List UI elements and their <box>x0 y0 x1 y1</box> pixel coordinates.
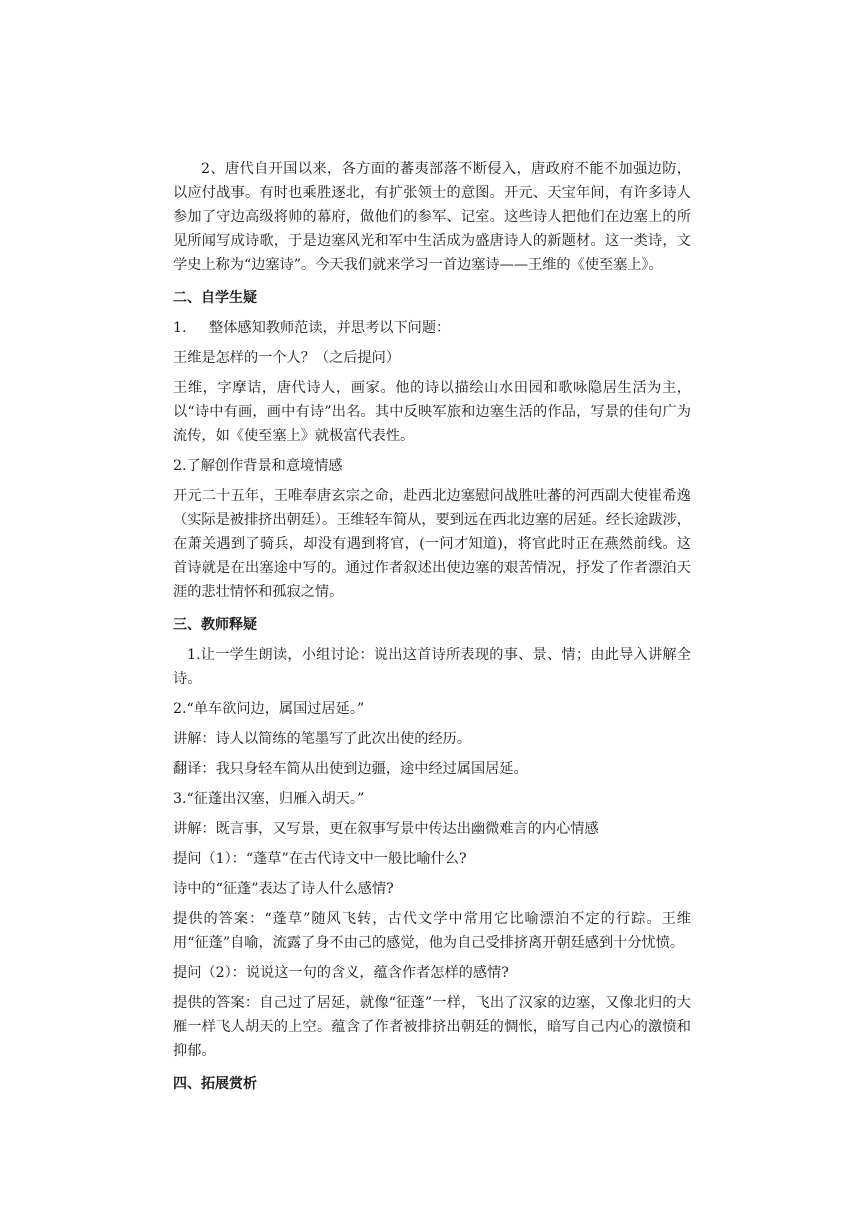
question-1-followup: 诗中的“征蓬”表达了诗人什么感情? <box>173 881 394 897</box>
section-heading-teacher-explain: 三、教师释疑 <box>173 617 257 633</box>
poem-line-2-quote: 2.“单车欲问边，属国过居延。” <box>173 701 365 717</box>
list-item-overall-reading <box>173 316 691 340</box>
question-1: 提问（1）：“蓬草”在古代诗文中一般比喻什么? <box>173 851 467 867</box>
poem-line-2-translation: 翻译：我只身轻车简从出使到边疆，途中经过属国居延。 <box>173 761 528 777</box>
list-item-student-reading: 1.让一学生朗读，小组讨论：说出这首诗所表现的事、景、情；由此导入讲解全诗。 <box>173 647 691 687</box>
list-number: 1. <box>173 320 187 336</box>
answer-2: 提供的答案：自己过了居延，就像“征蓬”一样，飞出了汉家的边塞，又像北归的大雁一样飞人胡天的上空。蕴含了作者被排挤出朝廷的惆怅，暗写自己内心的激愤和抑郁。 <box>173 995 691 1059</box>
section-heading-self-study: 二、自学生疑 <box>173 290 257 306</box>
section-heading-extension: 四、拓展赏析 <box>173 1076 257 1092</box>
poem-line-3-explanation: 讲解：既言事，又写景，更在叙事写景中传达出幽微难言的内心情感 <box>173 821 599 837</box>
list-item-background: 2.了解创作背景和意境情感 <box>173 458 343 474</box>
answer-1: 提供的答案：“蓬草”随风飞转，古代文学中常用它比喻漂泊不定的行踪。王维用“征蓬”自喻，流露了身不由己的感觉，他为自己受排挤离开朝廷感到十分忧愤。 <box>173 911 691 951</box>
document-body <box>173 157 691 1098</box>
background-paragraph: 开元二十五年，王唯奉唐玄宗之命，赴西北边塞慰问战胜吐蕃的河西副大使崔希逸（实际是被排挤出朝廷）。王维轻车简从，要到远在西北边塞的居延。经长途跋涉，在萧关遇到了骑兵，却没有遇到将官，(一问才知道)，将官此时正在燕然前线。这首诗就是在出塞途中写的。通过作者叙述出使边塞的艰苦情况，抒发了作者漂泊天涯的悲壮情怀和孤寂之情。 <box>173 488 691 600</box>
list-item-text: 整体感知教师范读，并思考以下问题： <box>209 320 451 336</box>
question-who-is-wangwei: 王维是怎样的一个人？（之后提问） <box>173 350 401 366</box>
poem-line-2-explanation: 讲解：诗人以简练的笔墨写了此次出使的经历。 <box>173 731 471 747</box>
intro-paragraph: 2、唐代自开国以来，各方面的蕃夷部落不断侵入，唐政府不能不加强边防，以应付战事。有时也乘胜逐北，有扩张领士的意图。开元、天宝年间，有许多诗人参加了守边高级将帅的幕府，做他们的参军、记室。这些诗人把他们在边塞上的所见所闻写成诗歌，于是边塞风光和军中生活成为盛唐诗人的新题材。这一类诗，文学史上称为“边塞诗”。今天我们就来学习一首边塞诗——王维的《使至塞上》。 <box>173 161 691 273</box>
question-2: 提问（2）：说说这一句的含义，蕴含作者怎样的感情? <box>173 965 509 981</box>
wangwei-bio-paragraph: 王维，字摩诘，唐代诗人，画家。他的诗以描绘山水田园和歌咏隐居生活为主，以“诗中有画，画中有诗”出名。其中反映军旅和边塞生活的作品，写景的佳句广为流传，如《使至塞上》就极富代表性。 <box>173 380 691 444</box>
poem-line-3-quote: 3.“征蓬出汉塞，归雁入胡天。” <box>173 791 365 807</box>
